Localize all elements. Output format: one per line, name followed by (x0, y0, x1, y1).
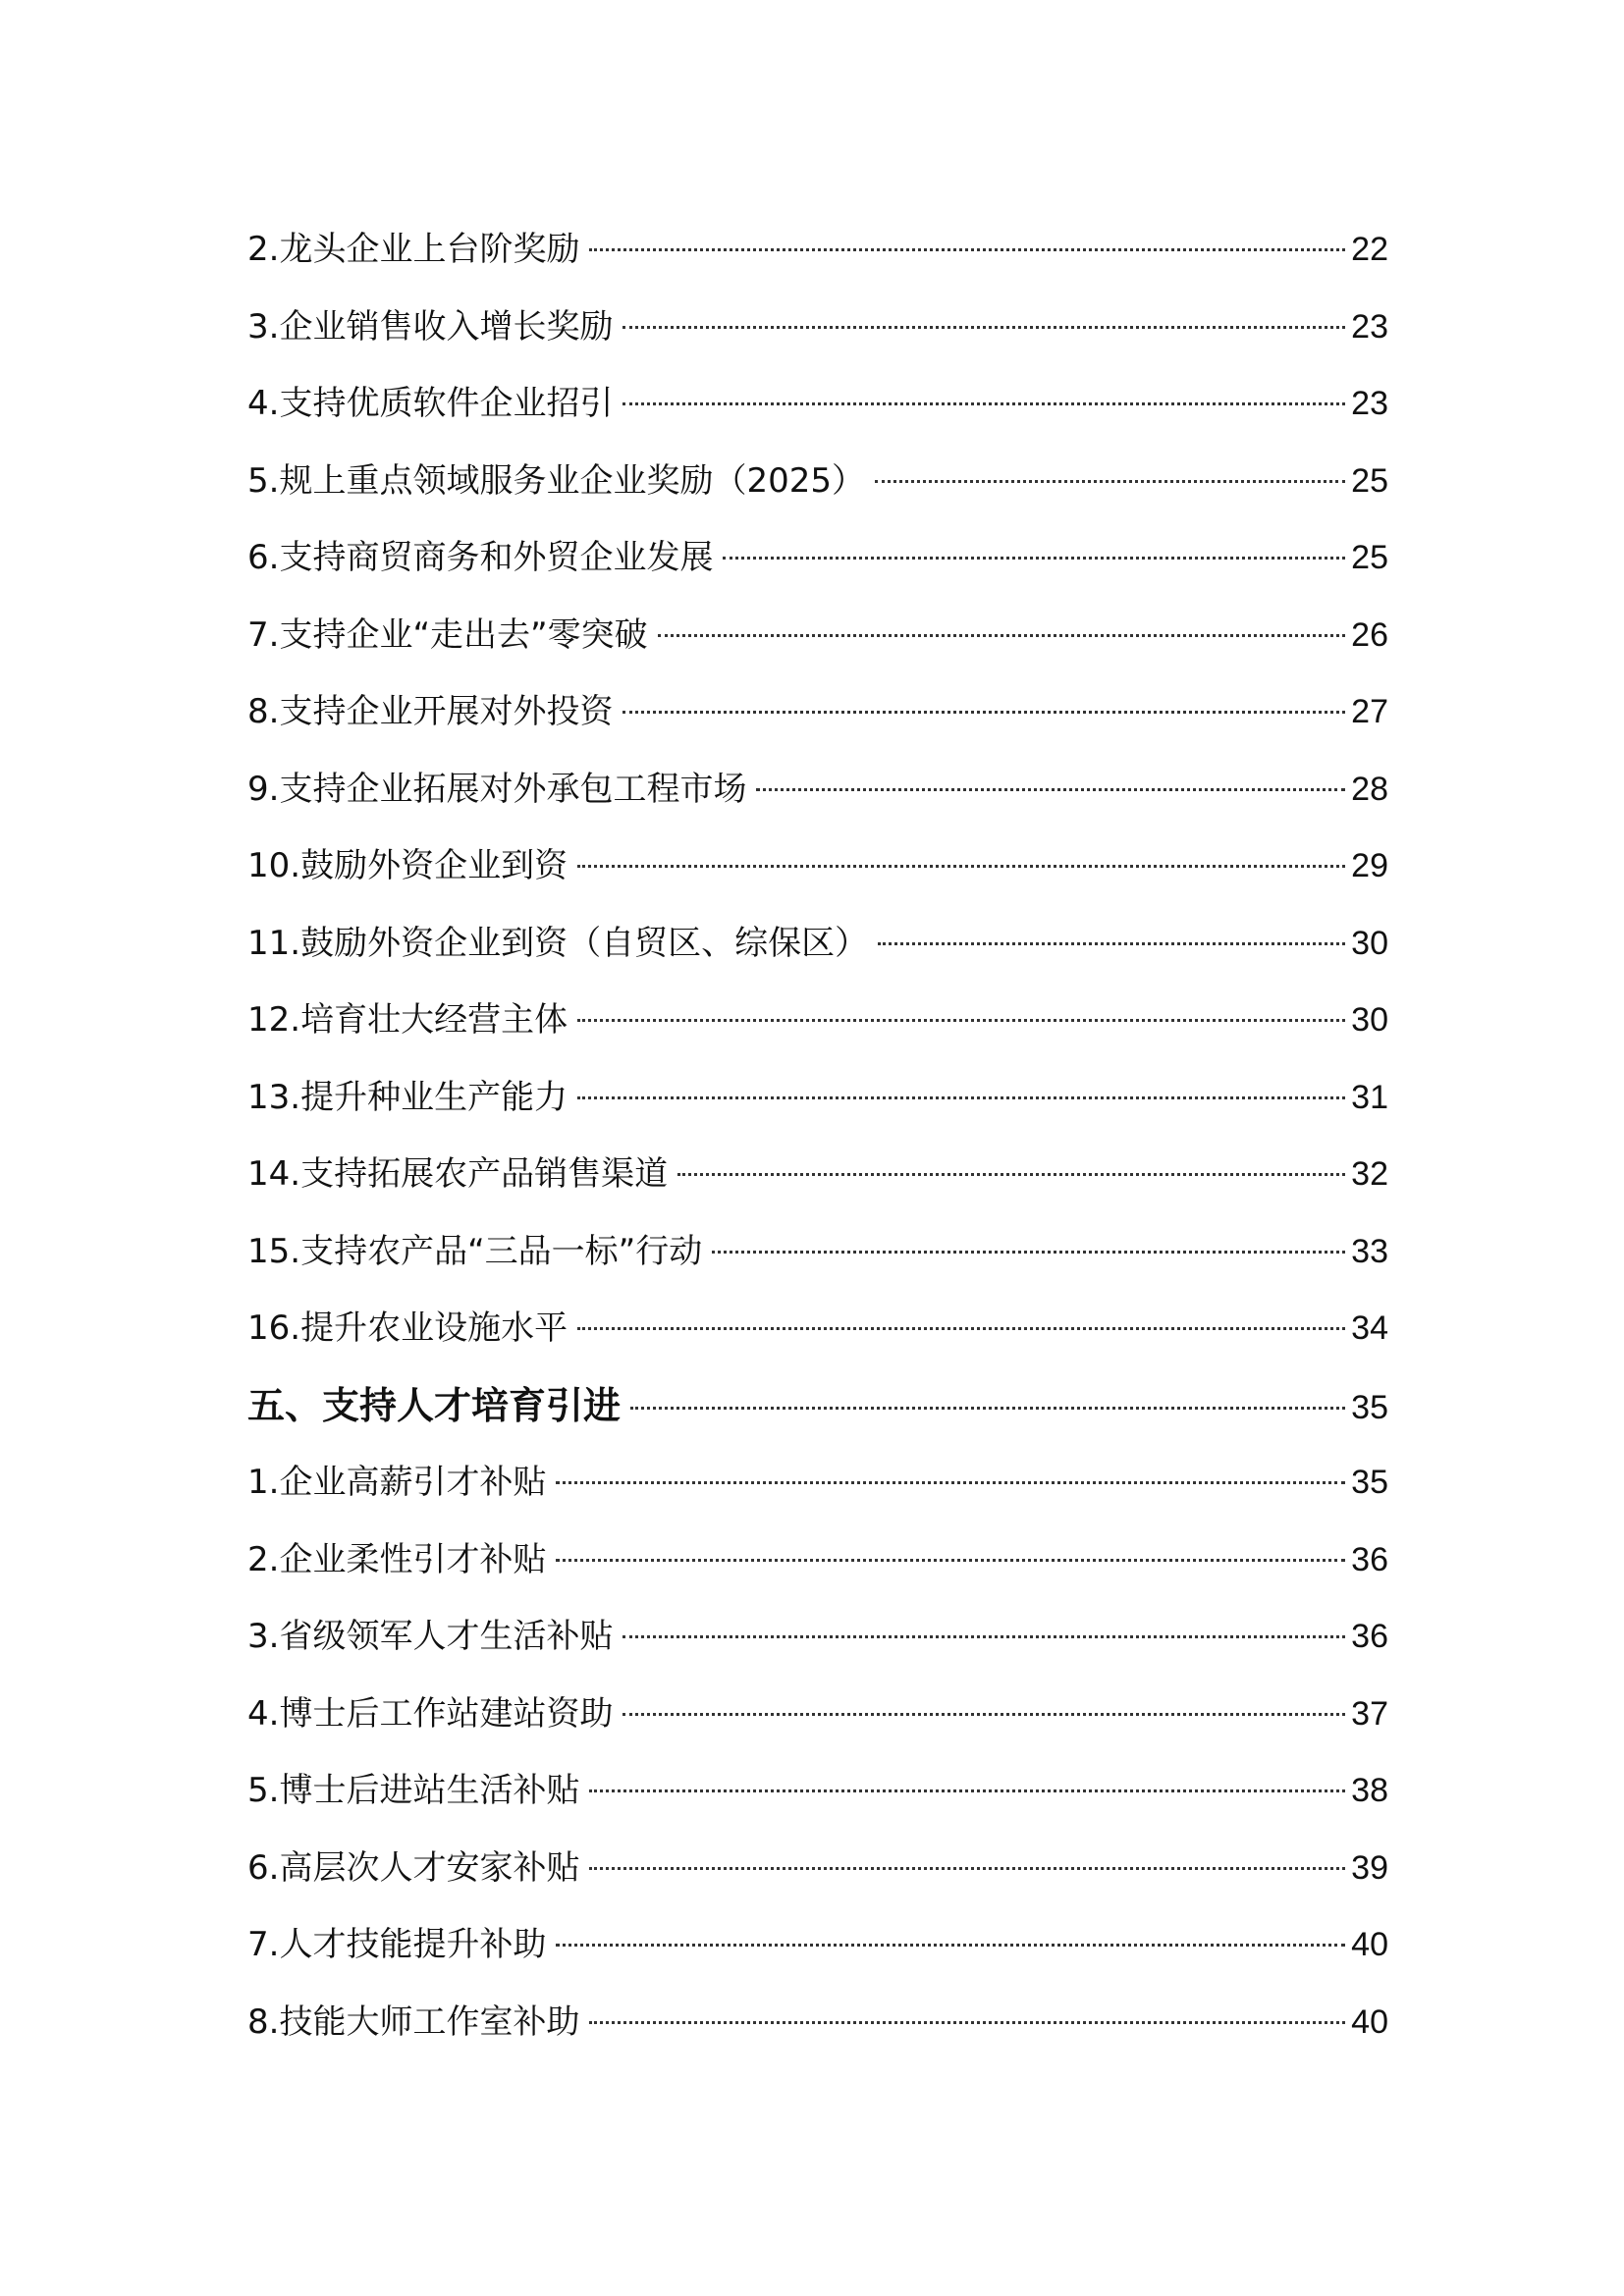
toc-entry-title: 13.提升种业生产能力 (247, 1077, 568, 1117)
toc-entry[interactable] (247, 905, 1388, 983)
toc-entry-page: 36 (1351, 1540, 1388, 1578)
toc-entry-title: 4.支持优质软件企业招引 (247, 384, 614, 423)
toc-entry[interactable] (247, 365, 1388, 443)
toc-leader-dots (589, 1867, 1345, 1870)
toc-entry-page: 30 (1351, 1001, 1388, 1039)
toc-entry-page: 39 (1351, 1848, 1388, 1887)
toc-leader-dots (712, 1251, 1345, 1254)
toc-entry-page: 23 (1351, 385, 1388, 422)
toc-entry-title: 4.博士后工作站建站资助 (247, 1693, 614, 1734)
toc-entry-page: 26 (1351, 615, 1388, 654)
toc-entry-title: 5.规上重点领域服务业企业奖励（2025） (247, 460, 865, 501)
toc-entry[interactable] (247, 1830, 1388, 1907)
toc-leader-dots (577, 1096, 1345, 1099)
toc-leader-dots (623, 1635, 1345, 1638)
toc-leader-dots (677, 1173, 1345, 1176)
toc-entry[interactable] (247, 982, 1388, 1059)
toc-section-heading[interactable] (247, 1367, 1388, 1445)
toc-entry[interactable] (247, 1136, 1388, 1213)
toc-entry-page: 40 (1351, 2002, 1388, 2041)
toc-entry-page: 33 (1351, 1232, 1388, 1270)
toc-entry-title: 1.企业高薪引才补贴 (247, 1463, 547, 1502)
toc-entry-page: 27 (1351, 693, 1388, 730)
table-of-contents (247, 211, 1388, 2060)
toc-entry-page: 22 (1351, 231, 1388, 268)
toc-leader-dots (577, 1019, 1345, 1022)
toc-entry[interactable] (247, 211, 1388, 289)
toc-entry-page: 25 (1351, 461, 1388, 500)
toc-entry-title: 3.企业销售收入增长奖励 (247, 306, 614, 347)
toc-leader-dots (556, 1944, 1345, 1947)
toc-entry-page: 23 (1351, 307, 1388, 346)
toc-entry-title: 7.支持企业“走出去”零突破 (247, 614, 648, 655)
toc-entry[interactable] (247, 1752, 1388, 1830)
toc-entry-title: 2.龙头企业上台阶奖励 (247, 230, 580, 269)
toc-entry-page: 25 (1351, 539, 1388, 576)
toc-entry[interactable] (247, 289, 1388, 366)
toc-entry-title: 15.支持农产品“三品一标”行动 (247, 1231, 703, 1271)
toc-entry-title: 6.支持商贸商务和外贸企业发展 (247, 538, 714, 577)
toc-leader-dots (577, 1327, 1345, 1330)
toc-entry[interactable] (247, 1444, 1388, 1522)
toc-leader-dots (630, 1407, 1345, 1410)
toc-entry[interactable] (247, 1522, 1388, 1599)
toc-entry[interactable] (247, 1676, 1388, 1753)
toc-entry[interactable] (247, 1059, 1388, 1137)
toc-leader-dots (878, 942, 1345, 945)
toc-leader-dots (658, 634, 1346, 637)
toc-entry-title: 7.人才技能提升补助 (247, 1925, 547, 1964)
toc-leader-dots (756, 788, 1345, 791)
toc-entry-page: 36 (1351, 1618, 1388, 1655)
toc-entry-page: 40 (1351, 1926, 1388, 1963)
toc-entry[interactable] (247, 673, 1388, 751)
toc-entry[interactable] (247, 443, 1388, 520)
toc-leader-dots (875, 480, 1345, 483)
toc-entry-page: 32 (1351, 1155, 1388, 1193)
toc-leader-dots (589, 2021, 1345, 2024)
toc-entry-title: 5.博士后进站生活补贴 (247, 1771, 580, 1810)
toc-leader-dots (723, 557, 1345, 560)
toc-entry[interactable] (247, 1213, 1388, 1291)
toc-entry-title: 16.提升农业设施水平 (247, 1308, 568, 1348)
toc-leader-dots (589, 1789, 1345, 1792)
toc-entry-page: 29 (1351, 847, 1388, 884)
toc-entry-title: 2.企业柔性引才补贴 (247, 1539, 547, 1579)
toc-entry-title: 8.技能大师工作室补助 (247, 2002, 580, 2042)
toc-entry-title: 9.支持企业拓展对外承包工程市场 (247, 769, 747, 809)
toc-leader-dots (623, 711, 1345, 714)
toc-entry[interactable] (247, 751, 1388, 828)
toc-entry-title: 10.鼓励外资企业到资 (247, 846, 568, 885)
toc-entry-title: 8.支持企业开展对外投资 (247, 692, 614, 731)
toc-entry-title: 12.培育壮大经营主体 (247, 1000, 568, 1040)
toc-entry-title: 11.鼓励外资企业到资（自贸区、综保区） (247, 923, 869, 963)
toc-leader-dots (623, 1713, 1345, 1716)
toc-entry[interactable] (247, 828, 1388, 905)
toc-entry[interactable] (247, 1984, 1388, 2061)
toc-leader-dots (577, 865, 1345, 868)
toc-entry-page: 37 (1351, 1694, 1388, 1733)
toc-entry-title: 14.支持拓展农产品销售渠道 (247, 1154, 669, 1194)
toc-entry[interactable] (247, 1598, 1388, 1676)
toc-entry-title: 3.省级领军人才生活补贴 (247, 1617, 614, 1656)
toc-entry-page: 38 (1351, 1772, 1388, 1809)
toc-leader-dots (556, 1559, 1345, 1562)
toc-section-title: 五、支持人才培育引进 (247, 1383, 622, 1427)
toc-entry[interactable] (247, 597, 1388, 674)
toc-leader-dots (556, 1481, 1345, 1484)
toc-entry-page: 31 (1351, 1078, 1388, 1116)
toc-entry-page: 35 (1351, 1464, 1388, 1501)
toc-entry[interactable] (247, 1906, 1388, 1984)
toc-entry-page: 34 (1351, 1309, 1388, 1347)
toc-section-page: 35 (1351, 1388, 1388, 1426)
toc-entry[interactable] (247, 1290, 1388, 1367)
toc-leader-dots (589, 248, 1345, 251)
toc-leader-dots (623, 402, 1345, 405)
toc-entry-page: 28 (1351, 770, 1388, 808)
toc-entry-page: 30 (1351, 924, 1388, 962)
toc-entry-title: 6.高层次人才安家补贴 (247, 1847, 580, 1888)
toc-leader-dots (623, 326, 1345, 329)
toc-entry[interactable] (247, 519, 1388, 597)
